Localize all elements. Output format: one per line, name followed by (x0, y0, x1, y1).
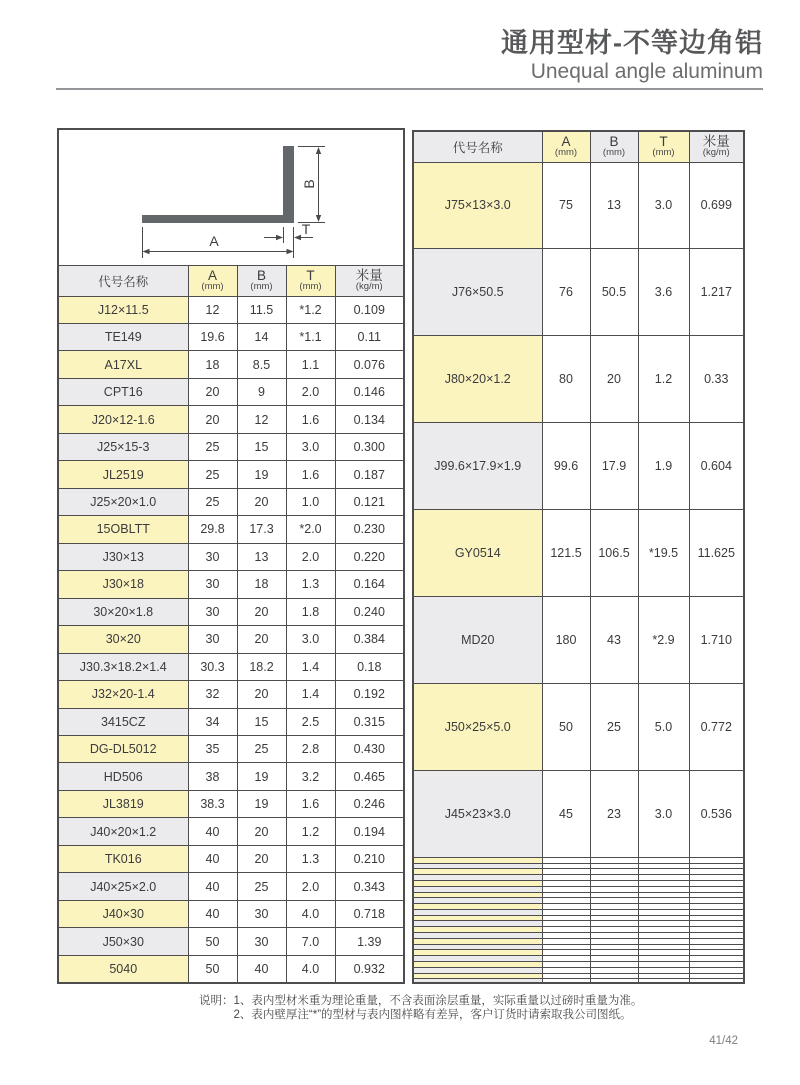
diagram-label-a: A (209, 233, 219, 249)
cell-b: 30 (237, 900, 286, 927)
cell-b: 19 (237, 790, 286, 817)
cell-t: 1.4 (286, 681, 335, 708)
table-row (59, 461, 403, 488)
cell-b: 25 (237, 736, 286, 763)
cell-t: 1.9 (638, 423, 689, 510)
cell-t: *2.0 (286, 516, 335, 543)
table-row (59, 763, 403, 790)
cell-t: 3.0 (286, 433, 335, 460)
cell-weight: 0.134 (335, 406, 403, 433)
table-row (414, 423, 743, 510)
cell-b: 15 (237, 708, 286, 735)
cell-weight: 0.187 (335, 461, 403, 488)
cell-t: 4.0 (286, 900, 335, 927)
table-row (414, 249, 743, 336)
cell-weight: 0.384 (335, 626, 403, 653)
cell-weight: 1.710 (689, 597, 743, 684)
cell-b: 19 (237, 763, 286, 790)
cell-weight: 0.772 (689, 684, 743, 771)
cell-a: 80 (542, 336, 590, 423)
table-row (59, 516, 403, 543)
page-title-english: Unequal angle aluminum (530, 60, 763, 84)
diagram-label-b: B (301, 179, 317, 189)
cell-code-name: CPT16 (59, 378, 188, 405)
left-spec-table (59, 266, 403, 982)
cell-t: 1.6 (286, 406, 335, 433)
table-row (414, 770, 743, 857)
footnote-items (234, 994, 643, 1022)
cell-b: 15 (237, 433, 286, 460)
cell-b: 13 (590, 162, 638, 249)
col-header-t: T (mm) (638, 132, 689, 162)
cell-b: 106.5 (590, 510, 638, 597)
table-row (414, 510, 743, 597)
cell-weight: 1.217 (689, 249, 743, 336)
cell-a: 40 (188, 873, 237, 900)
cell-t: 2.0 (286, 543, 335, 570)
table-row (59, 323, 403, 350)
cell-b: 9 (237, 378, 286, 405)
table-row (59, 378, 403, 405)
col-header-weight: 米量 (kg/m) (689, 132, 743, 162)
cell-b: 8.5 (237, 351, 286, 378)
table-row (59, 790, 403, 817)
cell-code-name: J20×12-1.6 (59, 406, 188, 433)
cell-code-name: J75×13×3.0 (414, 162, 542, 249)
cell-weight: 0.536 (689, 770, 743, 857)
cell-a: 25 (188, 433, 237, 460)
cell-code-name: HD506 (59, 763, 188, 790)
cell-b: 13 (237, 543, 286, 570)
cell-a: 76 (542, 249, 590, 336)
cell-weight: 0.109 (335, 296, 403, 323)
cell-b (590, 979, 638, 982)
table-row (59, 681, 403, 708)
cell-b: 19 (237, 461, 286, 488)
table-row (59, 626, 403, 653)
cell-a: 40 (188, 900, 237, 927)
col-header-name: 代号名称 (59, 266, 188, 296)
cell-b: 23 (590, 770, 638, 857)
cell-a: 40 (188, 818, 237, 845)
cell-t: 5.0 (638, 684, 689, 771)
cell-code-name: JL2519 (59, 461, 188, 488)
cell-code-name: J30×13 (59, 543, 188, 570)
cell-code-name: 15OBLTT (59, 516, 188, 543)
cell-code-name: DG-DL5012 (59, 736, 188, 763)
cell-t (638, 979, 689, 982)
cell-t: 4.0 (286, 955, 335, 982)
right-spec-panel (412, 130, 745, 984)
cell-t: 3.0 (638, 770, 689, 857)
cell-a: 30 (188, 598, 237, 625)
table-row (414, 597, 743, 684)
col-header-a: A (mm) (542, 132, 590, 162)
cell-a: 50 (188, 928, 237, 955)
table-row (59, 433, 403, 460)
cell-code-name: 5040 (59, 955, 188, 982)
cell-weight: 0.240 (335, 598, 403, 625)
footnotes (199, 994, 642, 1022)
cell-code-name: J76×50.5 (414, 249, 542, 336)
cell-code-name: J25×15-3 (59, 433, 188, 460)
cell-weight: 0.18 (335, 653, 403, 680)
cell-t: 1.3 (286, 845, 335, 872)
table-row (59, 571, 403, 598)
cell-code-name: J45×23×3.0 (414, 770, 542, 857)
cell-code-name: GY0514 (414, 510, 542, 597)
footnote-line: 1、表内型材米重为理论重量，不含表面涂层重量，实际重量以过磅时重量为准。 (233, 995, 643, 1007)
cell-weight: 0.146 (335, 378, 403, 405)
cell-b: 30 (237, 928, 286, 955)
cell-a: 50 (542, 684, 590, 771)
cell-t: 1.6 (286, 461, 335, 488)
table-row (59, 818, 403, 845)
cell-t: 1.3 (286, 571, 335, 598)
table-row (59, 543, 403, 570)
cell-b: 18 (237, 571, 286, 598)
cell-a: 32 (188, 681, 237, 708)
angle-profile-diagram (59, 130, 403, 266)
cell-a: 75 (542, 162, 590, 249)
cell-weight: 0.300 (335, 433, 403, 460)
cell-code-name: J32×20-1.4 (59, 681, 188, 708)
cell-code-name: J40×30 (59, 900, 188, 927)
cell-b: 12 (237, 406, 286, 433)
cell-weight: 0.343 (335, 873, 403, 900)
cell-t: *19.5 (638, 510, 689, 597)
cell-b: 17.9 (590, 423, 638, 510)
dimension-arrowheads (143, 147, 322, 254)
cell-weight: 11.625 (689, 510, 743, 597)
cell-a: 40 (188, 845, 237, 872)
cell-b: 20 (237, 598, 286, 625)
cell-t: 7.0 (286, 928, 335, 955)
cell-weight: 1.39 (335, 928, 403, 955)
table-row (59, 873, 403, 900)
cell-b: 43 (590, 597, 638, 684)
table-row (59, 488, 403, 515)
table-row (59, 928, 403, 955)
cell-a: 12 (188, 296, 237, 323)
cell-b: 20 (237, 488, 286, 515)
cell-t: *1.2 (286, 296, 335, 323)
cell-b: 20 (237, 626, 286, 653)
cell-t: 1.4 (286, 653, 335, 680)
empty-table-row (414, 979, 743, 982)
cell-weight: 0.220 (335, 543, 403, 570)
table-row (59, 406, 403, 433)
cell-t: 1.2 (286, 818, 335, 845)
col-header-b: B (mm) (237, 266, 286, 296)
cell-t: 2.5 (286, 708, 335, 735)
col-header-name: 代号名称 (414, 132, 542, 162)
table-row (414, 684, 743, 771)
cell-a: 99.6 (542, 423, 590, 510)
cell-code-name: J40×20×1.2 (59, 818, 188, 845)
cell-a: 30 (188, 626, 237, 653)
cell-code-name: MD20 (414, 597, 542, 684)
cell-weight: 0.33 (689, 336, 743, 423)
cell-weight: 0.932 (335, 955, 403, 982)
cell-code-name: J30.3×18.2×1.4 (59, 653, 188, 680)
header-row (414, 132, 743, 162)
cell-code-name: J40×25×2.0 (59, 873, 188, 900)
col-header-weight: 米量 (kg/m) (335, 266, 403, 296)
profile-vertical-leg (283, 146, 294, 223)
table-row (59, 296, 403, 323)
cell-a: 25 (188, 488, 237, 515)
cell-code-name: A17XL (59, 351, 188, 378)
cell-t: 3.2 (286, 763, 335, 790)
cell-a: 30 (188, 571, 237, 598)
cell-t: *1.1 (286, 323, 335, 350)
cell-weight: 0.246 (335, 790, 403, 817)
cell-a: 30.3 (188, 653, 237, 680)
cell-weight: 0.230 (335, 516, 403, 543)
cell-t: 1.0 (286, 488, 335, 515)
cell-a: 38 (188, 763, 237, 790)
col-header-t: T (mm) (286, 266, 335, 296)
table-row (59, 900, 403, 927)
cell-weight: 0.194 (335, 818, 403, 845)
profile-horizontal-leg (142, 215, 294, 223)
cell-weight: 0.192 (335, 681, 403, 708)
cell-b: 20 (237, 845, 286, 872)
table-row (414, 162, 743, 249)
cell-b: 40 (237, 955, 286, 982)
table-row (59, 598, 403, 625)
cell-a: 30 (188, 543, 237, 570)
table-row (414, 336, 743, 423)
cell-t: 1.2 (638, 336, 689, 423)
cell-t: 1.8 (286, 598, 335, 625)
cell-b: 14 (237, 323, 286, 350)
cell-a: 38.3 (188, 790, 237, 817)
right-spec-table (414, 132, 743, 982)
cell-code-name: TK016 (59, 845, 188, 872)
header-divider (56, 88, 763, 90)
cell-b: 20 (237, 818, 286, 845)
cell-weight: 0.604 (689, 423, 743, 510)
cell-weight (689, 979, 743, 982)
cell-a: 121.5 (542, 510, 590, 597)
cell-b: 11.5 (237, 296, 286, 323)
cell-t: 1.6 (286, 790, 335, 817)
cell-code-name: JL3819 (59, 790, 188, 817)
cell-code-name: J25×20×1.0 (59, 488, 188, 515)
cell-code-name: 3415CZ (59, 708, 188, 735)
cell-t: *2.9 (638, 597, 689, 684)
cell-weight: 0.430 (335, 736, 403, 763)
angle-profile-drawing (59, 130, 403, 265)
cell-code-name: J50×30 (59, 928, 188, 955)
page-number: 41/42 (709, 1035, 738, 1047)
cell-weight: 0.121 (335, 488, 403, 515)
cell-a: 35 (188, 736, 237, 763)
page-header (501, 28, 763, 84)
cell-code-name (414, 979, 542, 982)
cell-a: 20 (188, 406, 237, 433)
diagram-label-t: T (301, 221, 311, 237)
cell-a: 18 (188, 351, 237, 378)
cell-code-name: J99.6×17.9×1.9 (414, 423, 542, 510)
cell-b: 25 (590, 684, 638, 771)
cell-b: 20 (237, 681, 286, 708)
cell-b: 25 (237, 873, 286, 900)
cell-a: 19.6 (188, 323, 237, 350)
left-spec-panel (57, 128, 405, 984)
cell-code-name: 30×20 (59, 626, 188, 653)
table-row (59, 653, 403, 680)
cell-b: 18.2 (237, 653, 286, 680)
page-title-chinese: 通用型材-不等边角铝 (501, 28, 763, 58)
table-row (59, 351, 403, 378)
table-row (59, 845, 403, 872)
cell-weight: 0.315 (335, 708, 403, 735)
col-header-a: A (mm) (188, 266, 237, 296)
cell-code-name: J12×11.5 (59, 296, 188, 323)
header-row (59, 266, 403, 296)
cell-weight: 0.718 (335, 900, 403, 927)
cell-weight: 0.465 (335, 763, 403, 790)
cell-t: 2.0 (286, 873, 335, 900)
col-header-b: B (mm) (590, 132, 638, 162)
cell-b: 20 (590, 336, 638, 423)
cell-a: 29.8 (188, 516, 237, 543)
cell-weight: 0.210 (335, 845, 403, 872)
cell-b: 17.3 (237, 516, 286, 543)
table-row (59, 955, 403, 982)
cell-code-name: TE149 (59, 323, 188, 350)
cell-code-name: 30×20×1.8 (59, 598, 188, 625)
cell-t: 3.6 (638, 249, 689, 336)
cell-a: 45 (542, 770, 590, 857)
cell-code-name: J50×25×5.0 (414, 684, 542, 771)
cell-a: 25 (188, 461, 237, 488)
cell-t: 2.8 (286, 736, 335, 763)
cell-t: 2.0 (286, 378, 335, 405)
footnote-line: 2、表内壁厚注“*”的型材与表内图样略有差异，客户订货时请索取我公司图纸。 (233, 1009, 632, 1021)
cell-b: 50.5 (590, 249, 638, 336)
cell-a: 20 (188, 378, 237, 405)
cell-weight: 0.076 (335, 351, 403, 378)
cell-code-name: J30×18 (59, 571, 188, 598)
cell-t: 3.0 (638, 162, 689, 249)
table-row (59, 736, 403, 763)
cell-weight: 0.164 (335, 571, 403, 598)
cell-a: 180 (542, 597, 590, 684)
cell-weight: 0.699 (689, 162, 743, 249)
cell-a: 34 (188, 708, 237, 735)
cell-t: 3.0 (286, 626, 335, 653)
cell-code-name: J80×20×1.2 (414, 336, 542, 423)
cell-a: 50 (188, 955, 237, 982)
cell-a (542, 979, 590, 982)
footnote-label: 说明： (199, 995, 234, 1007)
cell-t: 1.1 (286, 351, 335, 378)
table-row (59, 708, 403, 735)
cell-weight: 0.11 (335, 323, 403, 350)
